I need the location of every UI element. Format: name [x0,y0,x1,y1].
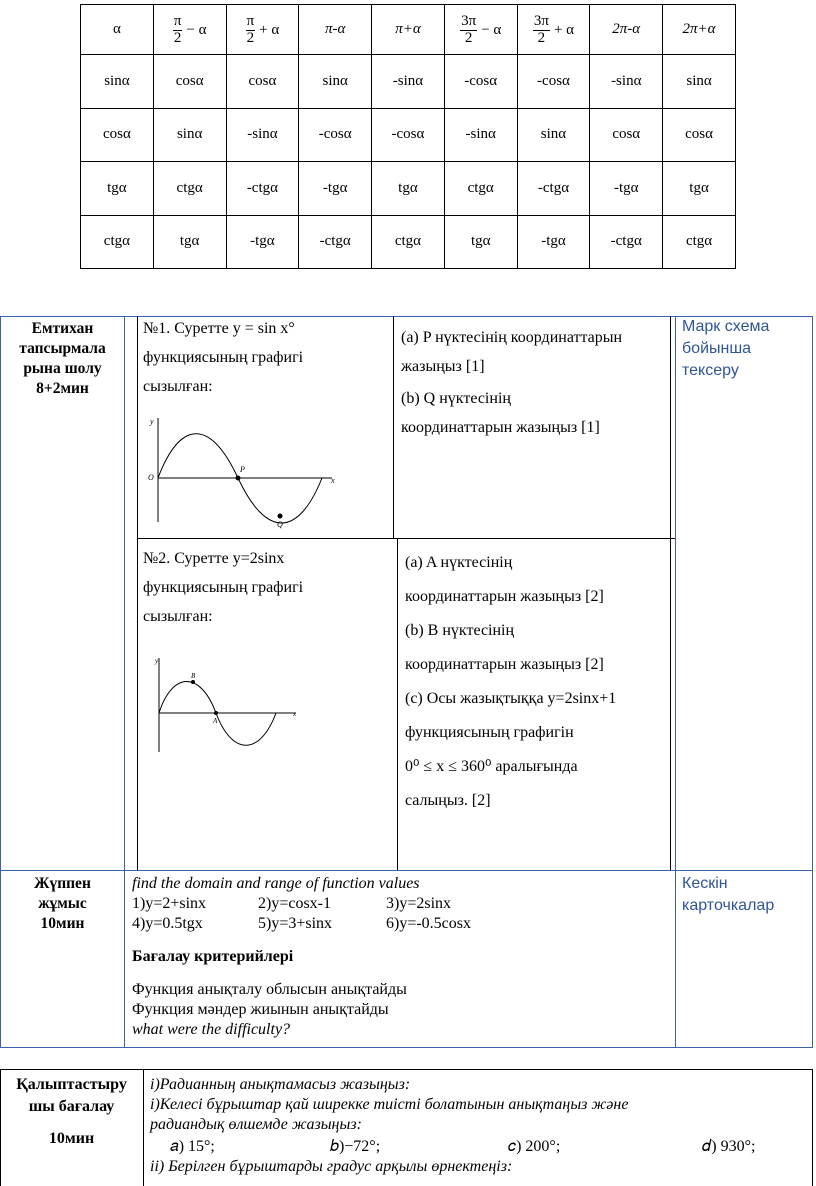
table-header-row [81,5,736,55]
header-cell: π-α [299,5,372,55]
angle-item: 𝑏)−72°; [330,1138,381,1155]
table-cell: -sinα [372,55,445,109]
table-cell: -ctgα [517,162,590,216]
graph-label-a: A [213,717,218,725]
table-cell: tgα [153,215,226,269]
header-cell: $\frac{3\pi}{2}$ + α [517,5,590,55]
table-cell: sinα [299,55,372,109]
task1-intro: №1. Суретте y = sin x° функциясының графигі сызылған: [143,320,304,395]
header-cell: α [81,5,154,55]
task-title: find the domain and range of function values [132,875,420,892]
point-q [278,514,283,519]
function-row-1: 1)y=2+sinx 2)y=cosx-1 3)y=2sinx [132,895,452,912]
angle-item: 𝑎) 15°; [170,1138,215,1155]
table-cell: tgα [81,162,154,216]
table-cell: ctgα [81,215,154,269]
table-cell: -ctgα [226,162,299,216]
section3-label: Қалыптастыру шы бағалау 10мин [16,1076,127,1147]
table-cell: cosα [81,108,154,162]
graph-label-x: x [331,476,335,485]
section1-resource: Марк схема бойынша тексеру [682,318,770,379]
table-cell: -sinα [590,55,663,109]
table-cell: -tgα [299,162,372,216]
point-b [191,680,195,684]
criterion: Функция мәндер жиынын анықтайды [132,1001,389,1018]
table-cell: cosα [663,108,736,162]
section1-label: Емтихан тапсырмала рына шолу 8+2мин [19,320,106,397]
table-cell: -cosα [444,55,517,109]
table-row [81,215,736,269]
table-cell: sinα [153,108,226,162]
table-cell: tgα [372,162,445,216]
point-a [214,711,218,715]
angle-item: 𝑐) 200°; [508,1138,561,1155]
table-cell: -ctgα [299,215,372,269]
section2-task [132,874,668,1040]
table-cell: sinα [663,55,736,109]
table-cell: sinα [517,108,590,162]
task2-questions: (a) A нүктесінің координаттарын жазыңыз [2] (b) B нүктесінің координаттарын жазыңыз [2] (c) Осы жазықтыққа y=2sinx+1 функциясының графигін 0⁰ ≤ x ≤ 360⁰ аралығында салыңыз. [2] [405,554,617,809]
table-cell: cosα [590,108,663,162]
section2-resource: Кескін карточкалар [682,875,775,914]
table-cell: -tgα [517,215,590,269]
table-cell: ctgα [153,162,226,216]
header-cell: π+α [372,5,445,55]
graph-label-p: P [240,465,245,474]
section3-content: i)Радианның анықтамасыз жазыңыз: i)Келесі бұрыштар қай ширекке тиісті болатынын анықтаңыз және радиандық өлшемде жазыңыз: 𝑎) 15°; 𝑏)−72°; 𝑐) 200°; 𝑑) 930°; ii) Берілген бұрыштарды градус арқылы өрнектеңіз: [150,1075,810,1177]
graph-label-q: Q [277,520,283,529]
table-cell: -ctgα [590,215,663,269]
table-cell: -cosα [299,108,372,162]
angle-item: 𝑑) 930°; [702,1138,756,1155]
criteria-title: Бағалау критерийлері [132,948,294,965]
header-cell: $\frac{3\pi}{2}$ − α [444,5,517,55]
table-cell: -tgα [226,215,299,269]
point-p [236,476,241,481]
table-cell: -sinα [444,108,517,162]
table-cell: ctgα [372,215,445,269]
graph-label-o: O [148,473,154,482]
graph-label-b: B [191,672,196,680]
header-cell: 2π-α [590,5,663,55]
reflection-question: what were the difficulty? [132,1021,291,1038]
header-cell: $\frac{\pi}{2}$ + α [226,5,299,55]
table-row [81,108,736,162]
angle-list [150,1135,810,1157]
graph-label-x: x [293,710,297,718]
table-cell: sinα [81,55,154,109]
graph-label-y: y [150,417,154,426]
task1-questions: (a) P нүктесінің координаттарын жазыңыз [1] (b) Q нүктесінің координаттарын жазыңыз [1] [401,329,623,436]
table-cell: -cosα [517,55,590,109]
table-cell: ctgα [663,215,736,269]
table-row [81,162,736,216]
table-cell: -sinα [226,108,299,162]
table-cell: -cosα [372,108,445,162]
table-cell: ctgα [444,162,517,216]
table-cell: cosα [153,55,226,109]
table-cell: tgα [663,162,736,216]
table-row [81,55,736,109]
criterion: Функция анықталу облысын анықтайды [132,981,407,998]
task2-intro: №2. Суретте y=2sinx функциясының графигі сызылған: [143,550,304,625]
task2-sine-graph [150,652,305,757]
task1-sine-graph [140,410,340,530]
reduction-table [80,4,736,269]
header-cell: $\frac{\pi}{2}$ − α [153,5,226,55]
graph-label-y: y [155,657,159,665]
section2-label: Жүппен жұмыс 10мин [34,875,91,932]
table-cell: -tgα [590,162,663,216]
table-cell: cosα [226,55,299,109]
table-cell: tgα [444,215,517,269]
header-cell: 2π+α [663,5,736,55]
function-row-2: 4)y=0.5tgx 5)y=3+sinx 6)y=-0.5cosx [132,915,472,932]
